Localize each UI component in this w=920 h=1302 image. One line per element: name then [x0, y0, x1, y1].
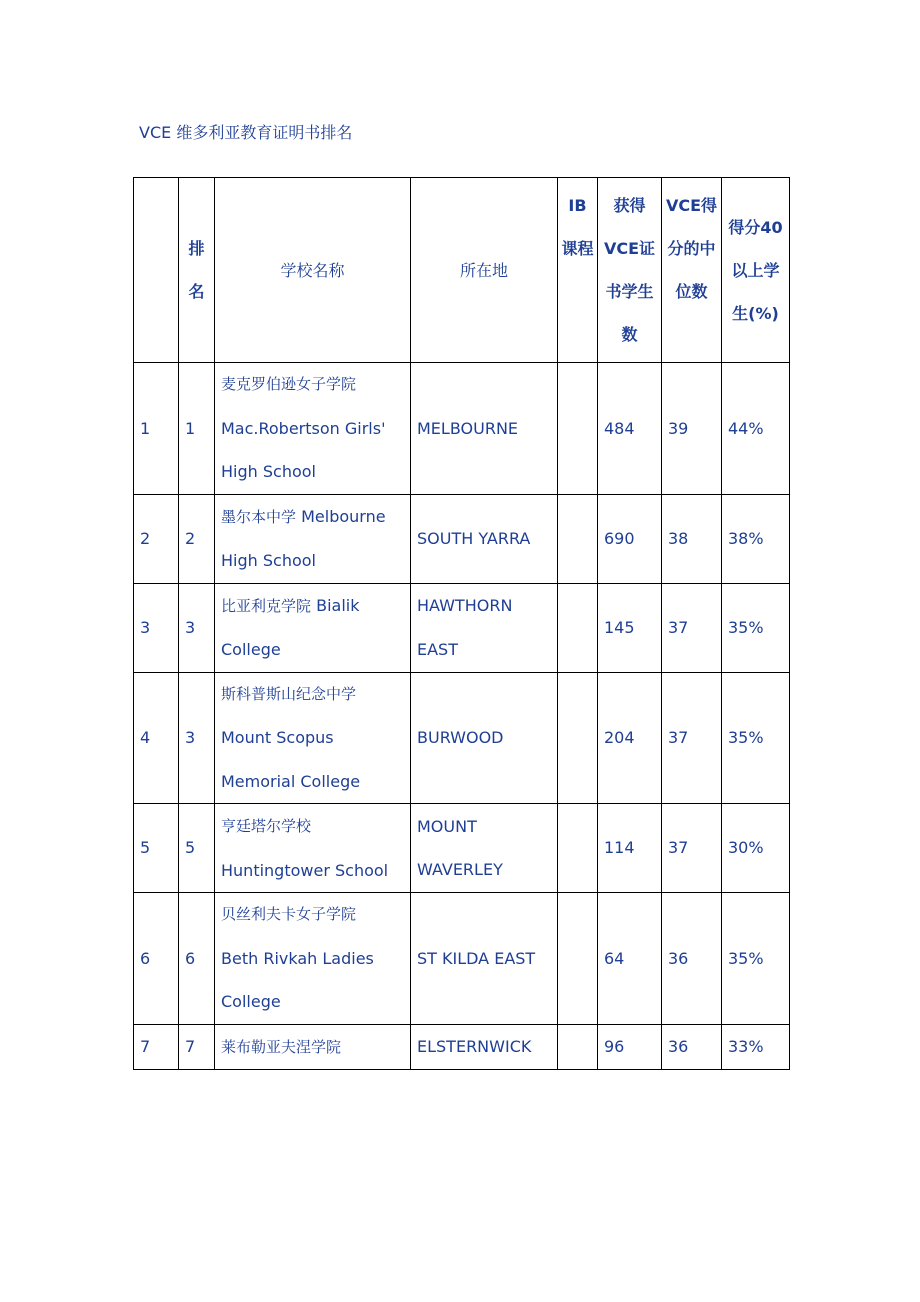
cell-median: 37 — [662, 804, 722, 893]
cell-rank: 2 — [179, 494, 215, 583]
cell-school — [215, 494, 411, 583]
cell-index: 3 — [134, 583, 179, 672]
title-text: VCE 维多利亚教育证明书排名 — [139, 123, 353, 142]
cell-index: 6 — [134, 893, 179, 1025]
cell-median: 36 — [662, 893, 722, 1025]
cell-median: 37 — [662, 672, 722, 804]
school-name-cn: 亨廷塔尔学校 — [221, 817, 312, 835]
cell-index: 2 — [134, 494, 179, 583]
cell-ib — [558, 1024, 598, 1070]
cell-ib — [558, 893, 598, 1025]
school-name-cn: 莱布勒亚夫涅学院 — [221, 1037, 342, 1056]
cell-pct-over-40: 35% — [722, 583, 790, 672]
header-index — [134, 178, 179, 363]
school-name-en: Mount Scopus Memorial College — [221, 728, 361, 791]
cell-rank: 3 — [179, 583, 215, 672]
cell-school — [215, 583, 411, 672]
cell-index: 1 — [134, 363, 179, 495]
school-name-en: Melbourne High School — [221, 506, 386, 570]
table-row — [134, 893, 790, 1025]
school-name-cn: 麦克罗伯逊女子学院 — [221, 375, 357, 393]
cell-median: 39 — [662, 363, 722, 495]
cell-location: ST KILDA EAST — [411, 893, 558, 1025]
cell-school — [215, 804, 411, 893]
cell-rank: 3 — [179, 672, 215, 804]
cell-school — [215, 672, 411, 804]
header-pct-over-40: 得分40以上学生(%) — [722, 178, 790, 363]
cell-vce-students: 64 — [598, 893, 662, 1025]
header-location: 所在地 — [411, 178, 558, 363]
cell-median: 38 — [662, 494, 722, 583]
school-name-en: Beth Rivkah Ladies College — [221, 948, 374, 1011]
cell-ib — [558, 363, 598, 495]
cell-ib — [558, 672, 598, 804]
table-row — [134, 583, 790, 672]
cell-median: 36 — [662, 1024, 722, 1070]
cell-median: 37 — [662, 583, 722, 672]
header-median: VCE得分的中位数 — [662, 178, 722, 363]
cell-location: BURWOOD — [411, 672, 558, 804]
table-row — [134, 672, 790, 804]
cell-pct-over-40: 38% — [722, 494, 790, 583]
school-name-en: Mac.Robertson Girls' High School — [221, 418, 386, 481]
cell-vce-students: 204 — [598, 672, 662, 804]
cell-location: MOUNT WAVERLEY — [411, 804, 558, 893]
school-name-en: Bialik College — [221, 595, 360, 659]
cell-vce-students: 114 — [598, 804, 662, 893]
table-row — [134, 494, 790, 583]
header-school: 学校名称 — [215, 178, 411, 363]
cell-pct-over-40: 35% — [722, 893, 790, 1025]
header-ib: IB课程 — [558, 178, 598, 363]
cell-rank: 7 — [179, 1024, 215, 1070]
cell-school — [215, 893, 411, 1025]
cell-school — [215, 1024, 411, 1070]
cell-rank: 6 — [179, 893, 215, 1025]
table-row — [134, 804, 790, 893]
cell-vce-students: 690 — [598, 494, 662, 583]
cell-index: 4 — [134, 672, 179, 804]
cell-location: HAWTHORN EAST — [411, 583, 558, 672]
cell-pct-over-40: 30% — [722, 804, 790, 893]
school-name-en: Huntingtower School — [221, 860, 389, 880]
header-vce-students: 获得VCE证书学生数 — [598, 178, 662, 363]
cell-rank: 5 — [179, 804, 215, 893]
table-body — [134, 363, 790, 1070]
cell-vce-students: 484 — [598, 363, 662, 495]
cell-ib — [558, 583, 598, 672]
cell-vce-students: 96 — [598, 1024, 662, 1070]
cell-pct-over-40: 44% — [722, 363, 790, 495]
table-row — [134, 1024, 790, 1070]
cell-index: 7 — [134, 1024, 179, 1070]
header-rank: 排名 — [179, 178, 215, 363]
table-row — [134, 363, 790, 495]
table-header-row — [134, 178, 790, 363]
cell-pct-over-40: 35% — [722, 672, 790, 804]
cell-location: MELBOURNE — [411, 363, 558, 495]
ranking-table — [133, 177, 790, 1070]
cell-vce-students: 145 — [598, 583, 662, 672]
school-name-cn: 斯科普斯山纪念中学 — [221, 684, 357, 703]
cell-rank: 1 — [179, 363, 215, 495]
cell-pct-over-40: 33% — [722, 1024, 790, 1070]
document-title — [139, 122, 352, 144]
cell-ib — [558, 494, 598, 583]
cell-index: 5 — [134, 804, 179, 893]
school-name-cn: 比亚利克学院 — [221, 596, 312, 615]
cell-ib — [558, 804, 598, 893]
cell-location: ELSTERNWICK — [411, 1024, 558, 1070]
cell-location: SOUTH YARRA — [411, 494, 558, 583]
school-name-cn: 墨尔本中学 — [221, 507, 297, 526]
cell-school — [215, 363, 411, 495]
school-name-cn: 贝丝利夫卡女子学院 — [221, 905, 357, 923]
